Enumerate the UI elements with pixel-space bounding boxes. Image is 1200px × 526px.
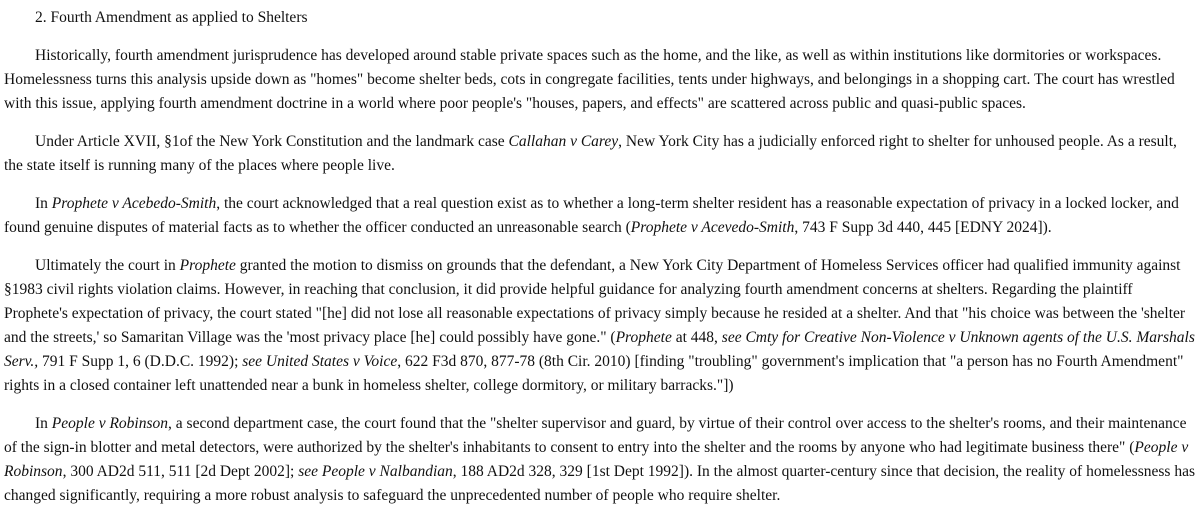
paragraph-text: Historically, fourth amendment jurisprudence has developed around stable private spaces such as the home, and the like, as well as within institutions like dormitories or workspaces. Homelessness turns this analysis upside down as "homes" become shelter beds, cots in congregate facilities, tents under highways, and belongings in a shopping cart. The court has wrestled with this issue, applying fourth amendment doctrine in a world where poor people's "houses, papers, and effects" are scattered across public and quasi-public spaces.: [4, 47, 1175, 112]
paragraph: [4, 412, 1196, 508]
paragraph-text: Ultimately the court in: [35, 257, 180, 274]
paragraph-text: , 300 AD2d 511, 511 [2d Dept 2002];: [62, 463, 299, 480]
paragraph-text: 791 F Supp 1, 6 (D.D.C. 1992);: [38, 353, 243, 370]
paragraph: [4, 130, 1196, 178]
section-heading: 2. Fourth Amendment as applied to Shelters: [35, 9, 308, 26]
paragraph: [4, 254, 1196, 398]
paragraph-list: [4, 44, 1196, 508]
paragraph-text: In: [35, 195, 52, 212]
paragraph-text: , 188 AD2d 328, 329 [1st Dept 1992]). In the almost quarter-century since that decision, the reality of homelessness has changed significantly, requiring a more robust analysis to safeguard the unprecedented number of people who require shelter.: [4, 463, 1195, 504]
paragraph: [4, 192, 1196, 240]
italic-citation: People v Robinson: [51, 415, 169, 432]
paragraph-text: , New York City has a judicially enforced right to shelter for unhoused people. As a result, the state itself is running many of the places where people live.: [4, 133, 1177, 174]
italic-citation: see People v Nalbandian: [298, 463, 453, 480]
italic-citation: see United States v Voice: [242, 353, 398, 370]
italic-citation: Prophete: [615, 329, 672, 346]
paragraph-text: Under Article XVII, §1of the New York Constitution and the landmark case: [35, 133, 509, 150]
paragraph-text: , 622 F3d 870, 877-78 (8th Cir. 2010) [finding "troubling" government's implication that "a person has no Fourth Amendment" rights in a closed container left unattended near a bunk in homeless shelter, college dormitory, or military barracks."]): [4, 353, 1184, 394]
paragraph-text: , a second department case, the court found that the "shelter supervisor and guard, by virtue of their control over access to the shelter's rooms, and their maintenance of the sign-in blotter and metal detectors, were authorized by the shelter's inhabitants to consent to entry into the shelter and the rooms by anyone who had legitimate business there" (: [4, 415, 1187, 456]
paragraph-text: granted the motion to dismiss on grounds that the defendant, a New York City Department of Homeless Services officer had qualified immunity against §1983 civil rights violation claims. However, in reaching that conclusion, it did provide helpful guidance for analyzing fourth amendment concerns at shelters. Regarding the plaintiff Prophete's expectation of privacy, the court stated "[he] did not lose all reasonable expectations of privacy simply because he resided at a shelter. And that "his choice was between the 'shelter and the streets,' so Samaritan Village was the 'most privacy place [he] could possibly have gone." (: [4, 257, 1186, 346]
paragraph-text: at 448,: [671, 329, 722, 346]
italic-citation: Callahan v Carey: [508, 133, 619, 150]
italic-citation: Prophete v Acebedo-Smith: [51, 195, 217, 212]
paragraph-text: , the court acknowledged that a real question exist as to whether a long-term shelter resident has a reasonable expectation of privacy in a locked locker, and found genuine disputes of material facts as to whether the officer conducted an unreasonable search (: [4, 195, 1179, 236]
italic-citation: People v Robinson: [4, 439, 1189, 480]
paragraph-text: , 743 F Supp 3d 440, 445 [EDNY 2024]).: [794, 219, 1052, 236]
italic-citation: Prophete: [179, 257, 236, 274]
italic-citation: see Cmty for Creative Non-Violence v Unknown agents of the U.S. Marshals Serv.,: [4, 329, 1195, 370]
italic-citation: Prophete v Acevedo-Smith: [630, 219, 795, 236]
paragraph: [4, 44, 1196, 116]
paragraph-text: In: [35, 415, 52, 432]
